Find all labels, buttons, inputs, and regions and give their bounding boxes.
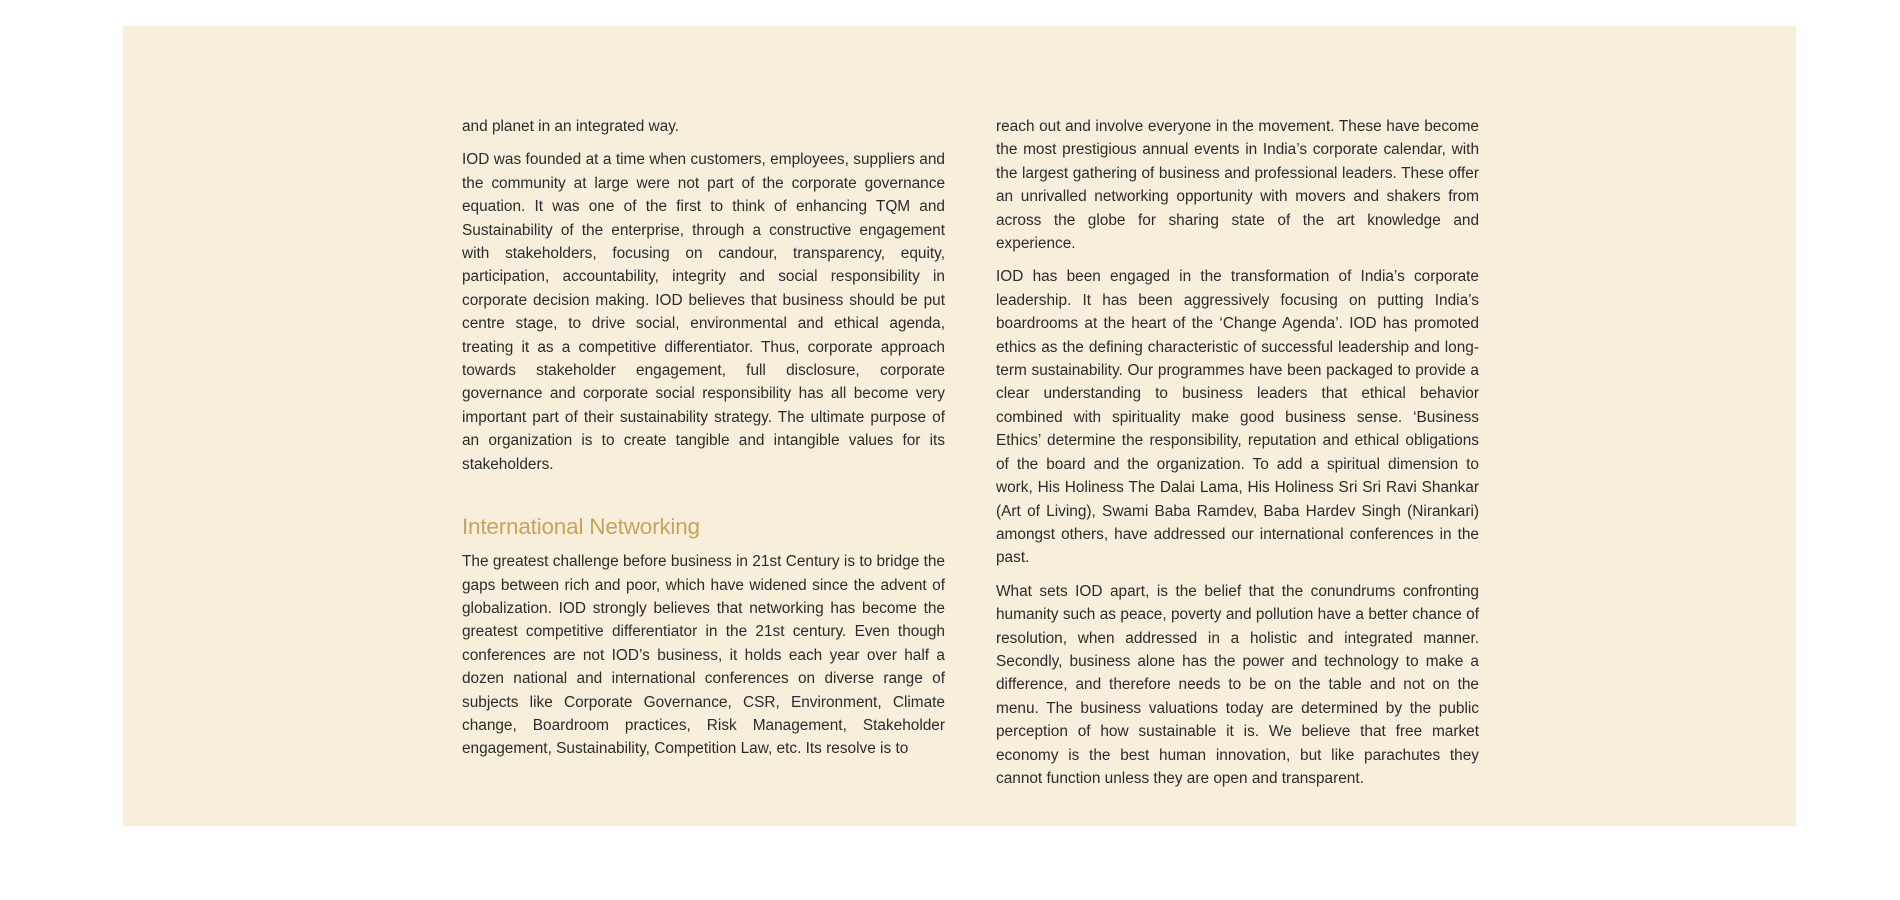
paragraph-transformation: IOD has been engaged in the transformation of India’s corporate leadership. It has been aggressively focusing on putting India’s boardrooms at the heart of the ‘Change Agenda’. IOD has promoted ethics as the defining characteristic of successful leadership and long-term sustainability. Our programmes have been packaged to provide a clear understanding to business leaders that ethical behavior combined with spirituality make good business sense. ‘Business Ethics’ determine the responsibility, reputation and ethical obligations of the board and the organization. To add a spiritual dimension to work, His Holiness The Dalai Lama, His Holiness Sri Sri Ravi Shankar (Art of Living), Swami Baba Ramdev, Baba Hardev Singh (Nirankari) amongst others, have addressed our international conferences in the past. bbox=[996, 268, 1479, 567]
section-heading-international-networking: International Networking bbox=[462, 514, 700, 540]
document-page bbox=[123, 26, 1796, 826]
paragraph-reach-out: reach out and involve everyone in the movement. These have become the most prestigious annual events in India’s corporate calendar, with the largest gathering of business and professional leaders. These offer an unrivalled networking opportunity with movers and shakers from across the globe for sharing state of the art knowledge and experience. bbox=[996, 118, 1479, 253]
paragraph-greatest-challenge: The greatest challenge before business in 21st Century is to bridge the gaps between rich and poor, which have widened since the advent of globalization. IOD strongly believes that networking has become the greatest competitive differentiator in the 21st century. Even though conferences are not IOD’s business, it holds each year over half a dozen national and international conferences on diverse range of subjects like Corporate Governance, CSR, Environment, Climate change, Boardroom practices, Risk Management, Stakeholder engagement, Sustainability, Competition Law, etc. Its resolve is to bbox=[462, 553, 945, 758]
right-column bbox=[996, 115, 1479, 800]
paragraph-planet: and planet in an integrated way. bbox=[462, 118, 680, 135]
left-column bbox=[462, 115, 945, 771]
paragraph-iod-founding: IOD was founded at a time when customers, employees, suppliers and the community at large were not part of the corporate governance equation. It was one of the first to think of enhancing TQM and Sustainability of the enterprise, through a constructive engagement with stakeholders, focusing on candour, transparency, equity, participation, accountability, integrity and social responsibility in corporate decision making. IOD believes that business should be put centre stage, to drive social, environmental and ethical agenda, treating it as a competitive differentiator. Thus, corporate approach towards stakeholder engagement, full disclosure, corporate governance and corporate social responsibility has all become very important part of their sustainability strategy. The ultimate purpose of an organization is to create tangible and intangible values for its stakeholders. bbox=[462, 151, 945, 473]
paragraph-what-sets-apart: What sets IOD apart, is the belief that the conundrums confronting humanity such as peace, poverty and pollution have a better chance of resolution, when addressed in a holistic and integrated manner. Secondly, business alone has the power and technology to make a difference, and therefore needs to be on the table and not on the menu. The business valuations today are determined by the public perception of how sustainable it is. We believe that free market economy is the best human innovation, but like parachutes they cannot function unless they are open and transparent. bbox=[996, 582, 1479, 787]
